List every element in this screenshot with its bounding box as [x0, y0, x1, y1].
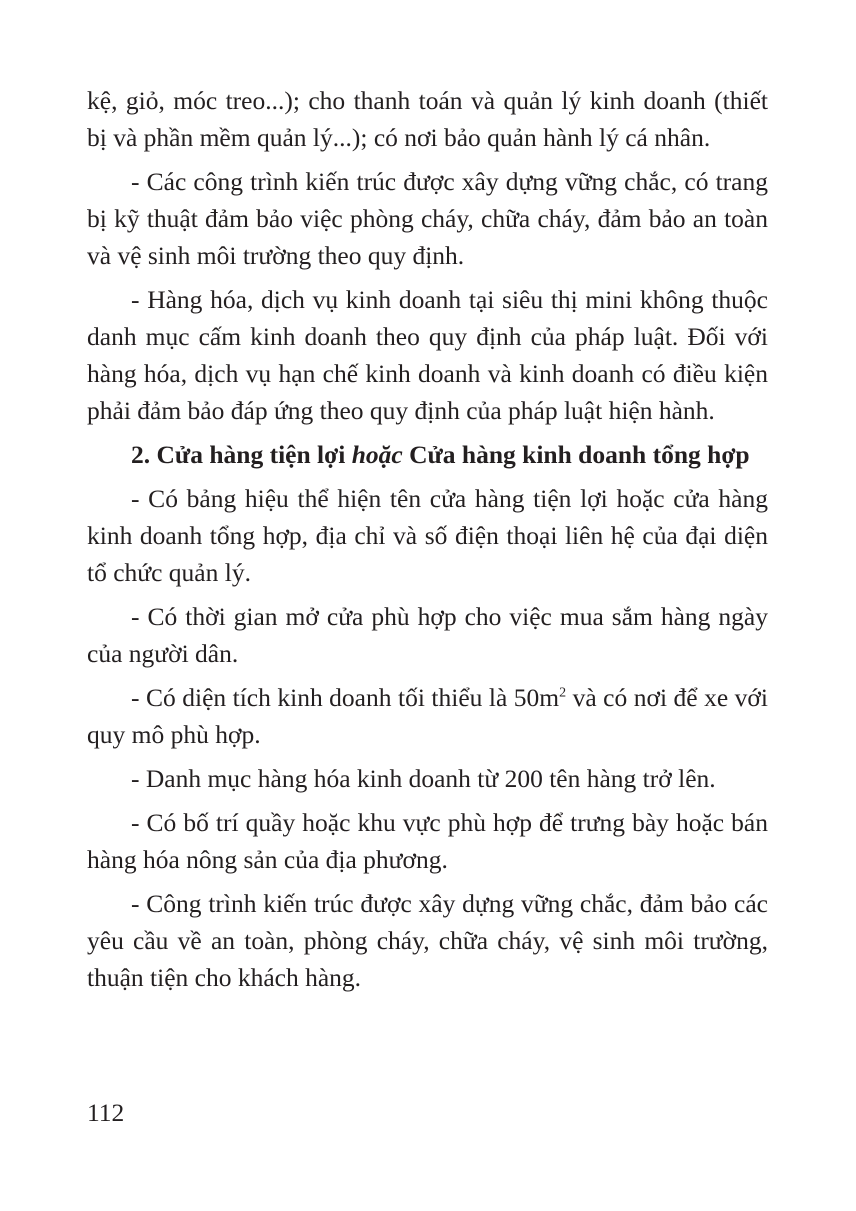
- page-number: 112: [87, 1098, 125, 1127]
- area-text-1: - Có diện tích kinh doanh tối thiểu là 50m: [131, 683, 560, 712]
- area-text-2: và có nơi để xe với quy mô phù hợp.: [87, 683, 768, 749]
- heading-part-italic: hoặc: [351, 440, 403, 469]
- paragraph-goods-list: - Danh mục hàng hóa kinh doanh từ 200 tên hàng trở lên.: [131, 764, 716, 793]
- paragraph-local-produce: - Có bố trí quầy hoặc khu vực phù hợp để trưng bày hoặc bán hàng hóa nông sản của địa phương.: [87, 808, 768, 874]
- page-body: [87, 82, 768, 1003]
- area-superscript: 2: [559, 685, 567, 701]
- paragraph-construction: - Các công trình kiến trúc được xây dựng vững chắc, có trang bị kỹ thuật đảm bảo việc phòng cháy, chữa cháy, đảm bảo an toàn và vệ sinh môi trường theo quy định.: [87, 167, 768, 270]
- heading-part-3: Cửa hàng kinh doanh tổng hợp: [402, 440, 750, 469]
- paragraph-goods-services: - Hàng hóa, dịch vụ kinh doanh tại siêu thị mini không thuộc danh mục cấm kinh doanh theo quy định của pháp luật. Đối với hàng hóa, dịch vụ hạn chế kinh doanh và kinh doanh có điều kiện phải đảm bảo đáp ứng theo quy định của pháp luật hiện hành.: [87, 285, 768, 425]
- paragraph-architecture: - Công trình kiến trúc được xây dựng vững chắc, đảm bảo các yêu cầu về an toàn, phòng cháy, chữa cháy, vệ sinh môi trường, thuận tiện cho khách hàng.: [87, 889, 768, 992]
- paragraph-signboard: - Có bảng hiệu thể hiện tên cửa hàng tiện lợi hoặc cửa hàng kinh doanh tổng hợp, địa chỉ và số điện thoại liên hệ của đại diện tổ chức quản lý.: [87, 484, 768, 587]
- paragraph-continued: kệ, giỏ, móc treo...); cho thanh toán và quản lý kinh doanh (thiết bị và phần mềm quản lý...); có nơi bảo quản hành lý cá nhân.: [87, 86, 768, 152]
- paragraph-area: [87, 679, 768, 753]
- heading-part-1: 2. Cửa hàng tiện lợi: [131, 440, 352, 469]
- section-heading: [87, 436, 768, 473]
- paragraph-opening-hours: - Có thời gian mở cửa phù hợp cho việc mua sắm hàng ngày của người dân.: [87, 602, 768, 668]
